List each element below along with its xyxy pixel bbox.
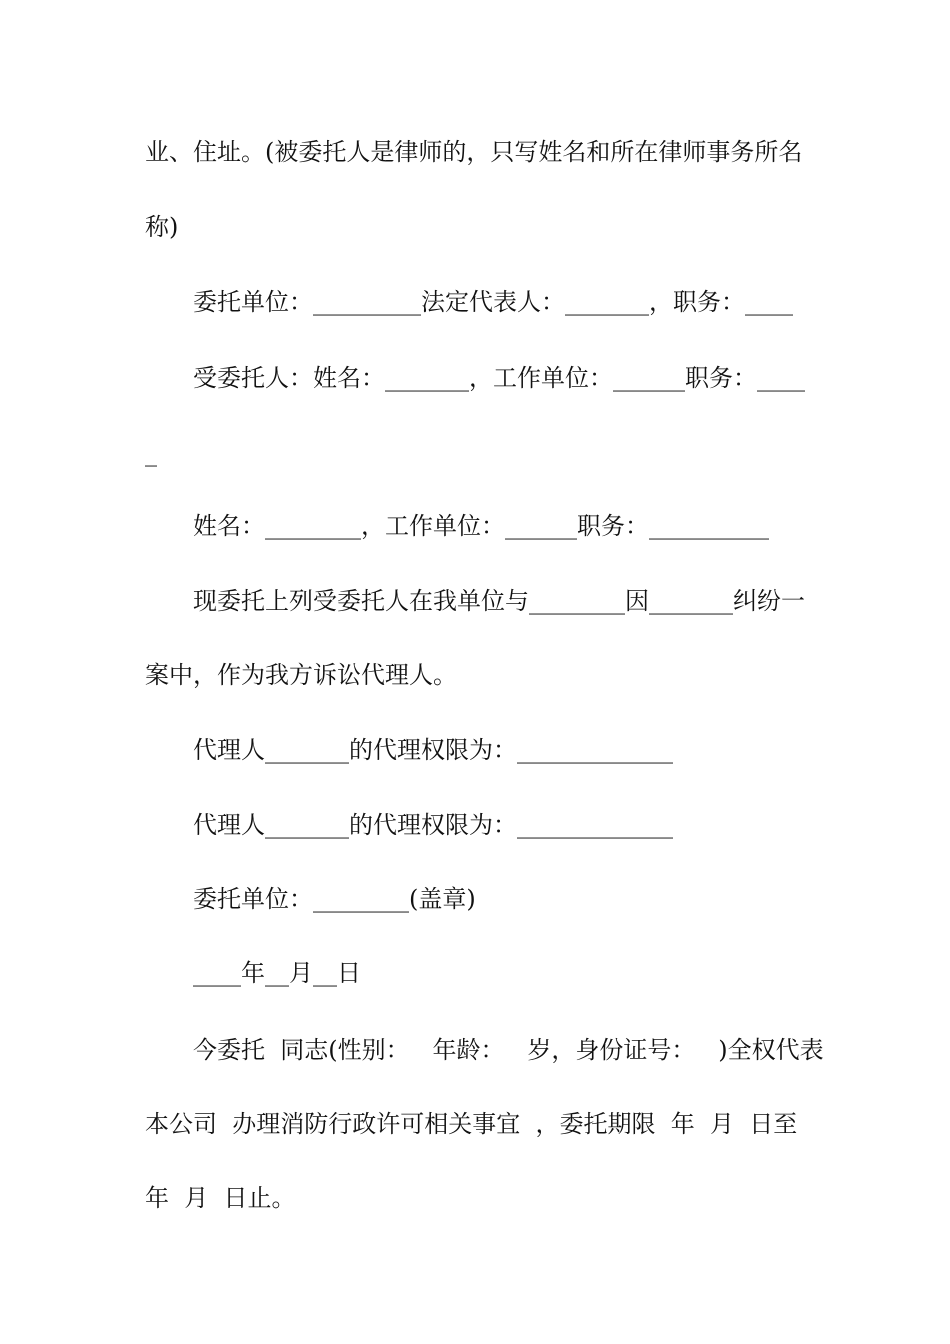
entrusting-unit-seal-line: 委托单位：________(盖章) <box>193 885 476 913</box>
second-trustee-line: 姓名：________，工作单位：______职务：__________ <box>193 512 769 540</box>
agent-authority-line-2: 代理人_______的代理权限为：_____________ <box>193 811 673 839</box>
trustee-line: 受委托人：姓名：_______，工作单位：______职务：____ <box>193 364 805 392</box>
entrustment-case-line: 现委托上列受委托人在我单位与________因_______纠纷一 <box>193 587 805 615</box>
authorization-line-continuation: 本公司 办理消防行政许可相关事宜 ，委托期限 年 月 日至 <box>145 1110 798 1138</box>
authorization-end-line: 年 月 日止。 <box>145 1184 296 1212</box>
date-line: ____年__月__日 <box>193 959 361 987</box>
entrustment-case-continuation: 案中，作为我方诉讼代理人。 <box>145 661 457 689</box>
paragraph-line-occupation-address: 业、住址。(被委托人是律师的，只写姓名和所在律师事务所名 <box>145 138 803 166</box>
entrusting-unit-line: 委托单位：_________法定代表人：_______，职务：____ <box>193 288 793 316</box>
authorization-line: 今委托 同志(性别： 年龄： 岁，身份证号： )全权代表 <box>193 1036 824 1064</box>
paragraph-line-name-continuation: 称) <box>145 213 179 241</box>
agent-authority-line-1: 代理人_______的代理权限为：_____________ <box>193 736 673 764</box>
trustee-line-continuation: _ <box>145 439 157 467</box>
